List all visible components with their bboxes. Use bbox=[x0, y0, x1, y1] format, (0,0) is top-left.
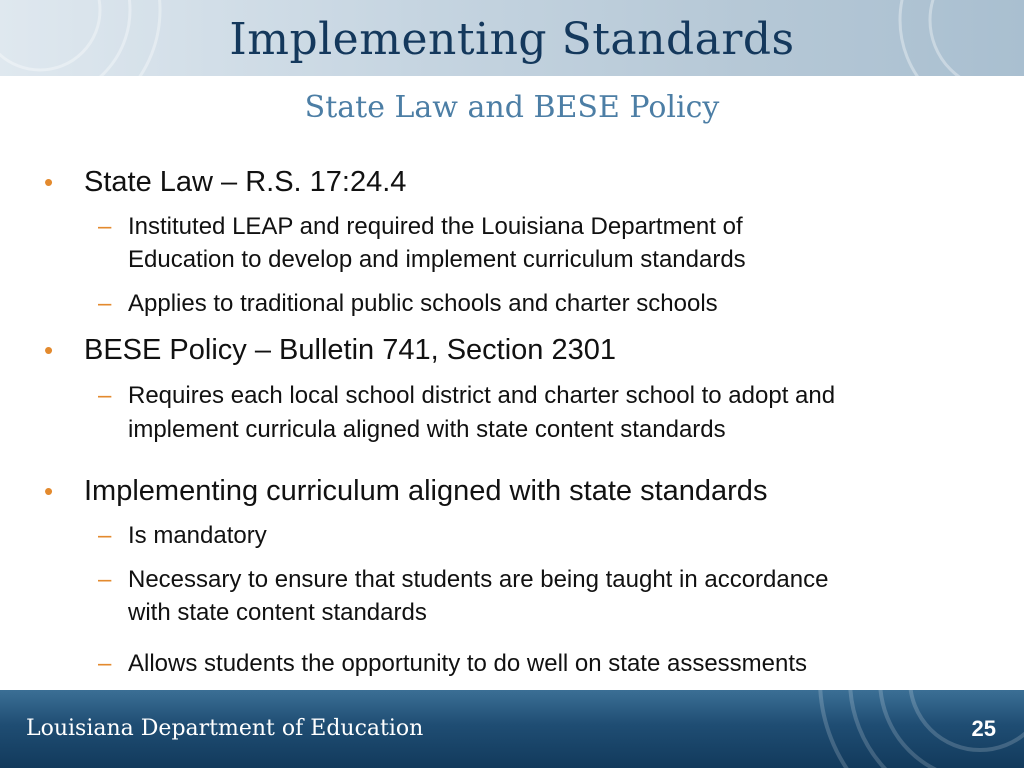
sub-list-item: Necessary to ensure that students are being taught in accordance bbox=[128, 566, 829, 593]
dash-icon: – bbox=[98, 566, 112, 593]
dash-icon: – bbox=[98, 522, 112, 549]
sub-list-item: Is mandatory bbox=[128, 522, 267, 549]
dash-icon: – bbox=[98, 290, 112, 317]
bullet-icon: • bbox=[44, 167, 54, 197]
sub-list-item: Allows students the opportunity to do well on state assessments bbox=[128, 650, 808, 677]
list-item: State Law – R.S. 17:24.4 bbox=[84, 166, 407, 198]
bullet-icon: • bbox=[44, 335, 54, 365]
sub-list-item-continued: implement curricula aligned with state content standards bbox=[128, 416, 726, 443]
page-number: 25 bbox=[971, 716, 996, 741]
bullet-icon: • bbox=[44, 476, 54, 506]
footer-bar bbox=[0, 690, 1024, 768]
dash-icon: – bbox=[98, 650, 112, 677]
slide-title: Implementing Standards bbox=[229, 14, 795, 65]
sub-list-item-continued: Education to develop and implement curriculum standards bbox=[128, 246, 746, 273]
list-item: BESE Policy – Bulletin 741, Section 2301 bbox=[84, 334, 616, 366]
sub-list-item: Applies to traditional public schools and charter schools bbox=[128, 290, 718, 317]
sub-list-item: Requires each local school district and charter school to adopt and bbox=[128, 382, 836, 409]
dash-icon: – bbox=[98, 382, 112, 409]
dash-icon: – bbox=[98, 213, 112, 240]
organization-name: Louisiana Department of Education bbox=[26, 716, 424, 741]
slide-subtitle: State Law and BESE Policy bbox=[304, 90, 720, 125]
list-item: Implementing curriculum aligned with state standards bbox=[84, 475, 768, 507]
sub-list-item: Instituted LEAP and required the Louisiana Department of bbox=[128, 213, 743, 240]
sub-list-item-continued: with state content standards bbox=[128, 599, 427, 626]
